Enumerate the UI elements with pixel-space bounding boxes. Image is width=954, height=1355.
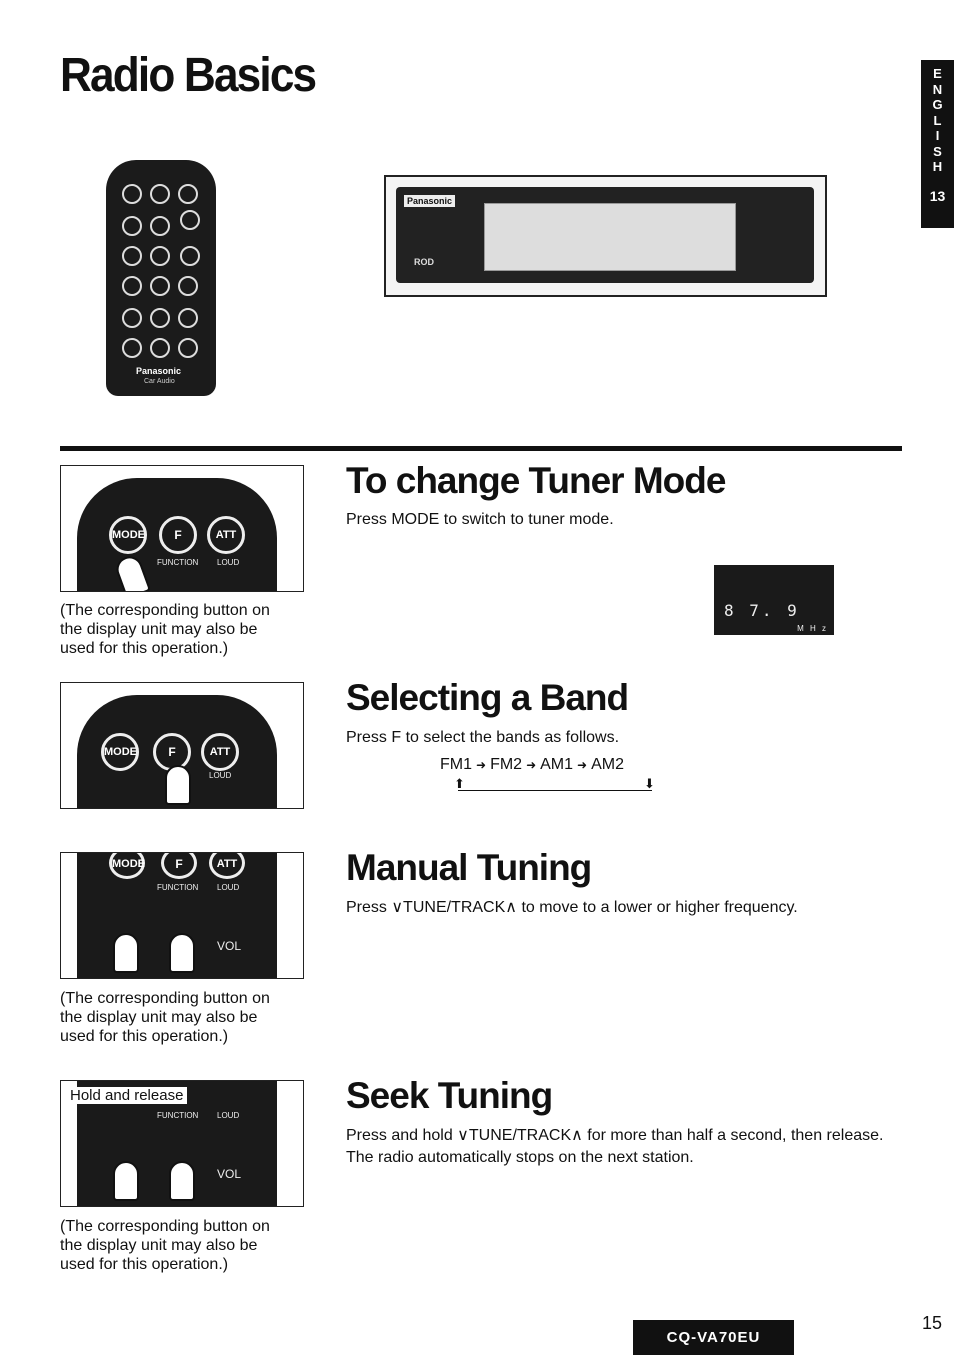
hold-release-label: Hold and release <box>66 1087 187 1104</box>
function-label: FUNCTION <box>157 1111 199 1120</box>
head-unit-label: ROD <box>414 257 434 267</box>
band-label: AM2 <box>591 756 624 773</box>
loud-label: LOUD <box>217 558 240 567</box>
section-text: Press ∨TUNE/TRACK∧ to move to a lower or higher frequency. <box>346 899 798 916</box>
frequency-readout: 8 7. 9 <box>724 601 800 620</box>
loud-label: LOUD <box>217 883 240 892</box>
section-text: Press and hold ∨TUNE/TRACK∧ for more than half a second, then release. The radio automatically stops on the next station. <box>346 1127 884 1166</box>
head-unit-display <box>484 203 736 271</box>
tab-number: 13 <box>929 187 946 204</box>
f-button: F <box>153 733 191 771</box>
remote-button <box>150 276 170 296</box>
tab-letter: G <box>932 97 943 112</box>
tab-letter: E <box>933 66 942 81</box>
page-title: Radio Basics <box>60 49 316 102</box>
remote-button <box>180 246 200 266</box>
tune-button-illustration <box>60 852 304 979</box>
function-label: FUNCTION <box>157 558 199 567</box>
section-title: Seek Tuning <box>346 1075 553 1116</box>
f-button: F <box>159 516 197 554</box>
pressing-finger <box>169 1161 195 1201</box>
remote-button <box>150 338 170 358</box>
head-unit-face <box>396 187 814 283</box>
tab-letter: N <box>932 81 943 97</box>
remote-button <box>180 210 200 230</box>
frequency-unit: M H z <box>797 624 828 633</box>
att-button: ATT <box>207 516 245 554</box>
remote-button <box>122 216 142 236</box>
remote-button <box>122 338 142 358</box>
language-tab <box>921 60 954 228</box>
band-label: FM1 <box>440 756 472 773</box>
tab-letter: L <box>933 112 942 128</box>
section-caption: (The corresponding button on the display unit may also be used for this operation.) <box>60 990 270 1045</box>
f-button-illustration <box>60 682 304 809</box>
frequency-display <box>714 565 834 635</box>
section-title: Selecting a Band <box>346 677 629 718</box>
band-sequence <box>440 756 624 774</box>
pressing-finger <box>113 1161 139 1201</box>
section-divider <box>60 446 902 451</box>
section-title: To change Tuner Mode <box>346 460 726 501</box>
remote-button <box>122 184 142 204</box>
tab-letter: I <box>935 128 940 143</box>
band-loop-line <box>458 776 652 791</box>
head-unit-illustration <box>384 175 827 297</box>
remote-sub: Car Audio <box>144 378 175 385</box>
right-arrow-icon: ➜ <box>526 758 537 772</box>
up-arrow-icon: ⬆ <box>454 776 465 791</box>
remote-button <box>150 184 170 204</box>
mode-button: MODE <box>109 852 145 879</box>
page-number: 15 <box>922 1313 943 1333</box>
band-label: FM2 <box>490 756 523 773</box>
tab-letter: S <box>933 143 942 159</box>
vol-label: VOL <box>217 939 242 953</box>
remote-button <box>178 308 198 328</box>
remote-button <box>178 276 198 296</box>
remote-button <box>150 246 170 266</box>
function-label: FUNCTION <box>157 883 199 892</box>
mode-button: MODE <box>101 733 139 771</box>
section-caption: (The corresponding button on the display unit may also be used for this operation.) <box>60 1218 270 1273</box>
f-button: F <box>161 852 197 879</box>
model-badge: CQ-VA70EU <box>633 1320 794 1355</box>
section-text: Press MODE to switch to tuner mode. <box>346 511 614 528</box>
mode-button: MODE <box>109 516 147 554</box>
remote-control-illustration <box>106 160 216 396</box>
down-arrow-icon: ⬇ <box>644 776 655 791</box>
pressing-finger <box>165 765 191 805</box>
remote-button <box>122 276 142 296</box>
remote-button <box>150 308 170 328</box>
head-unit-logo: Panasonic <box>404 195 455 207</box>
remote-button <box>150 216 170 236</box>
remote-button <box>178 184 198 204</box>
section-title: Manual Tuning <box>346 847 592 888</box>
pressing-finger <box>113 933 139 973</box>
right-arrow-icon: ➜ <box>476 758 487 772</box>
section-text: Press F to select the bands as follows. <box>346 729 620 746</box>
pressing-finger <box>169 933 195 973</box>
loud-label: LOUD <box>209 771 232 780</box>
att-button: ATT <box>209 852 245 879</box>
loud-label: LOUD <box>217 1111 240 1120</box>
remote-button <box>122 246 142 266</box>
vol-label: VOL <box>217 1167 242 1181</box>
remote-brand: Panasonic <box>136 366 182 376</box>
right-arrow-icon: ➜ <box>577 758 588 772</box>
remote-button <box>178 338 198 358</box>
tab-letter: H <box>932 159 943 174</box>
mode-button-illustration <box>60 465 304 592</box>
section-caption: (The corresponding button on the display unit may also be used for this operation.) <box>60 602 270 657</box>
remote-button <box>122 308 142 328</box>
band-label: AM1 <box>540 756 574 773</box>
att-button: ATT <box>201 733 239 771</box>
